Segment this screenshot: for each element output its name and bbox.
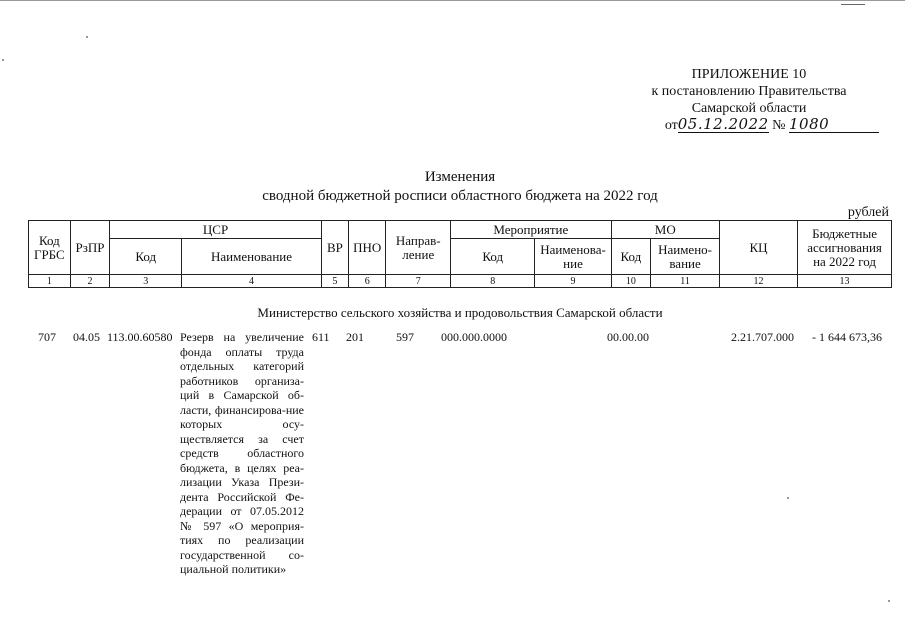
row-direction: 597 bbox=[396, 330, 414, 344]
appendix-date-line bbox=[619, 117, 879, 134]
scan-speck bbox=[888, 600, 890, 602]
header-csr-code: Код bbox=[110, 239, 182, 275]
scan-top-edge bbox=[0, 0, 905, 1]
scan-mark bbox=[841, 4, 865, 5]
number-sign: № bbox=[772, 118, 786, 133]
decree-date: 05.12.2022 bbox=[677, 115, 769, 133]
row-csr-name: Резерв на увеличение фонда оплаты труда отдельных категорий работников организа-ций в Самарской об-ласти, финансирова-ние которых осу-ществляется за счет средств областного бюджета, в целях реа-лизации Указа Прези-дента Российской Фе-дерации от 07.05.2012 № 597 «О мероприя-тиях по реализации государственной со-циальной политики» bbox=[180, 330, 304, 576]
col-number: 2 bbox=[70, 275, 110, 288]
col-number: 6 bbox=[348, 275, 386, 288]
header-direction: Направ-ление bbox=[386, 221, 451, 275]
scan-speck bbox=[2, 59, 4, 61]
header-event-name: Наименова-ние bbox=[535, 239, 611, 275]
col-number: 1 bbox=[29, 275, 71, 288]
col-number: 3 bbox=[110, 275, 182, 288]
header-mo: МО bbox=[611, 221, 719, 239]
header-event-code: Код bbox=[451, 239, 535, 275]
header-mo-name: Наимено-вание bbox=[651, 239, 720, 275]
budget-table-header bbox=[28, 220, 892, 288]
col-number: 10 bbox=[611, 275, 651, 288]
header-vr: ВР bbox=[321, 221, 348, 275]
appendix-title: ПРИЛОЖЕНИЕ 10 bbox=[691, 67, 807, 82]
decree-number: 1080 bbox=[789, 117, 879, 133]
col-number: 8 bbox=[451, 275, 535, 288]
col-number: 5 bbox=[321, 275, 348, 288]
scan-speck bbox=[787, 497, 789, 499]
row-csr-code: 113.00.60580 bbox=[107, 330, 173, 344]
header-rzpr: РзПР bbox=[70, 221, 110, 275]
row-kc: 2.21.707.000 bbox=[731, 330, 794, 344]
header-mo-code: Код bbox=[611, 239, 651, 275]
appendix-block bbox=[619, 66, 879, 134]
header-budget: Бюджетные ассигнования на 2022 год bbox=[798, 221, 892, 275]
document-title bbox=[0, 168, 905, 206]
header-grbs: Код ГРБС bbox=[29, 221, 71, 275]
row-mo-code: 00.00.00 bbox=[607, 330, 649, 344]
row-vr: 611 bbox=[312, 330, 330, 344]
header-kc: КЦ bbox=[719, 221, 797, 275]
col-number: 11 bbox=[651, 275, 720, 288]
appendix-decree-line: к постановлению Правительства bbox=[651, 84, 847, 99]
col-number: 12 bbox=[719, 275, 797, 288]
col-number: 7 bbox=[386, 275, 451, 288]
row-rzpr: 04.05 bbox=[73, 330, 100, 344]
appendix-region-line: Самарской области bbox=[691, 101, 807, 116]
header-pno: ПНО bbox=[348, 221, 386, 275]
row-grbs: 707 bbox=[38, 330, 56, 344]
col-number: 9 bbox=[535, 275, 611, 288]
ministry-heading: Министерство сельского хозяйства и продовольствия Самарской области bbox=[257, 305, 663, 320]
header-csr-name: Наименование bbox=[182, 239, 322, 275]
scan-speck bbox=[86, 36, 88, 38]
col-number: 4 bbox=[182, 275, 322, 288]
col-number: 13 bbox=[798, 275, 892, 288]
header-csr: ЦСР bbox=[110, 221, 322, 239]
row-amount: - 1 644 673,36 bbox=[812, 330, 882, 344]
title-line-2: сводной бюджетной росписи областного бюджета на 2022 год bbox=[262, 188, 658, 204]
date-prefix: от bbox=[664, 118, 678, 133]
header-event: Мероприятие bbox=[451, 221, 611, 239]
row-pno: 201 bbox=[346, 330, 364, 344]
row-event-code: 000.000.0000 bbox=[441, 330, 507, 344]
units-label: рублей bbox=[847, 205, 889, 220]
title-line-1: Изменения bbox=[424, 169, 496, 185]
